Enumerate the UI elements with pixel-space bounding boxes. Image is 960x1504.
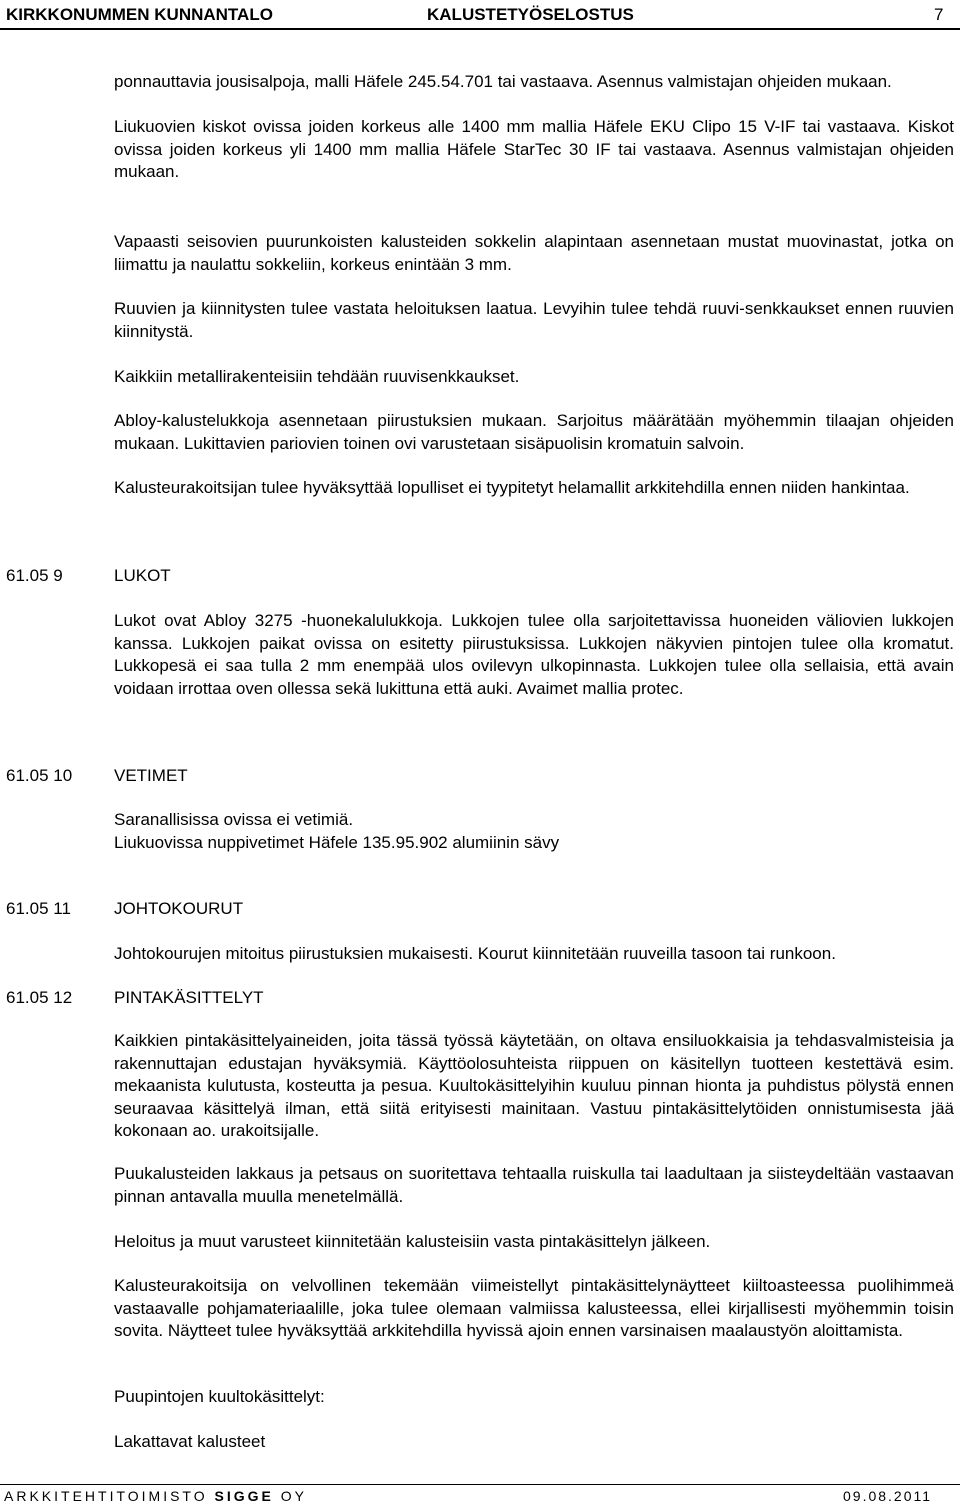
section-title-handles: VETIMET bbox=[114, 766, 188, 785]
section-text-fittings: Heloitus ja muut varusteet kiinnitetään kalusteisiin vasta pintakäsittelyn jälkeen. bbox=[114, 1232, 711, 1251]
page-header bbox=[0, 0, 960, 30]
section-title-cable-ducts: JOHTOKOURUT bbox=[114, 899, 244, 918]
section-number: 61.05 10 bbox=[6, 766, 73, 785]
section-text-stain-heading: Puupintojen kuultokäsittelyt: bbox=[114, 1387, 325, 1406]
section-number: 61.05 11 bbox=[6, 899, 71, 918]
paragraph-abloy-locks: Abloy-kalustelukkoja asennetaan piirustuksien mukaan. Sarjoitus määrätään myöhemmin tilaajan ohjeiden mukaan. Lukittavien pariovien toinen ovi varustetaan sisäpuolisin kromatuin salvoin. bbox=[114, 411, 954, 453]
section-title-locks: LUKOT bbox=[114, 566, 171, 585]
footer-date: 09.08.2011 bbox=[843, 1488, 933, 1504]
header-document-title: KALUSTETYÖSELOSTUS bbox=[427, 5, 634, 24]
section-number: 61.05 9 bbox=[6, 566, 63, 585]
section-text-lacquered-furniture: Lakattavat kalusteet bbox=[114, 1432, 266, 1451]
paragraph-metal-countersink: Kaikkiin metallirakenteisiin tehdään ruuvisenkkaukset. bbox=[114, 367, 520, 386]
footer-office-name: ARKKITEHTITOIMISTO SIGGE OY bbox=[4, 1488, 307, 1504]
paragraph-plinth-studs: Vapaasti seisovien puurunkoisten kalusteiden sokkelin alapintaan asennetaan mustat muovinastat, jotka on liimattu ja naulattu sokkeliin, korkeus enintään 3 mm. bbox=[114, 232, 954, 274]
section-text-handles-hinged: Saranallisissa ovissa ei vetimiä. bbox=[114, 810, 354, 829]
section-number: 61.05 12 bbox=[6, 988, 73, 1007]
section-text-cable-ducts: Johtokourujen mitoitus piirustuksien mukaisesti. Kourut kiinnitetään ruuveilla tasoon tai runkoon. bbox=[114, 944, 836, 963]
page-footer bbox=[0, 1484, 960, 1504]
section-text-lacquering: Puukalusteiden lakkaus ja petsaus on suoritettava tehtaalla ruiskulla tai laadultaan ja siisteydeltään vastaavan pinnan antavalla muulla menetelmällä. bbox=[114, 1164, 954, 1206]
section-text-handles-sliding: Liukuovissa nuppivetimet Häfele 135.95.902 alumiinin sävy bbox=[114, 833, 560, 852]
header-building-name: KIRKKONUMMEN KUNNANTALO bbox=[6, 5, 273, 24]
paragraph-sliding-rails: Liukuovien kiskot ovissa joiden korkeus alle 1400 mm mallia Häfele EKU Clipo 15 V-IF tai vastaava. Kiskot ovissa joiden korkeus yli 1400 mm mallia Häfele StarTec 30 IF tai vastaava. Asennus valmistajan ohjeiden mukaan. bbox=[114, 117, 954, 181]
section-title-surface-treatments: PINTAKÄSITTELYT bbox=[114, 988, 264, 1007]
section-text-locks: Lukot ovat Abloy 3275 -huonekalulukkoja. Lukkojen tulee olla sarjoitettavissa huoneiden väliovien lukkojen kanssa. Lukkojen paikat ovissa on esitetty piirustuksissa. Lukkojen näkyvien pintojen tulee olla kromatut. Lukkopesä ei saa tulla 2 mm enempää ulos ovilevyn ulkopinnasta. Lukkojen tulee olla sellaisia, että avain voidaan irrottaa oven ollessa sekä lukittuna että auki. Avaimet mallia protec. bbox=[114, 611, 954, 698]
paragraph-catches: ponnauttavia jousisalpoja, malli Häfele 245.54.701 tai vastaava. Asennus valmistajan ohjeiden mukaan. bbox=[114, 72, 892, 91]
page-number: 7 bbox=[934, 5, 944, 24]
paragraph-screws: Ruuvien ja kiinnitysten tulee vastata heloituksen laatua. Levyihin tulee tehdä ruuvi-senkkaukset ennen ruuvien kiinnitystä. bbox=[114, 299, 954, 341]
paragraph-hardware-approval: Kalusteurakoitsijan tulee hyväksyttää lopulliset ei tyypitetyt helamallit arkkitehdilla ennen niiden hankintaa. bbox=[114, 478, 910, 497]
section-text-surface-materials: Kaikkien pintakäsittelyaineiden, joita tässä työssä käytetään, on oltava ensiluokkaisia ja tehdasvalmisteisia ja rakennuttajan edustajan hyväksymiä. Käyttöolosuhteista riippuen on käsitellyn tuotteen kestettävä esim. mekaanista kulutusta, kosteutta ja pesua. Kuultokäsittelyihin kuuluu pinnan hionta ja puhdistus pölystä ennen seuraavaa käsittelyä ilman, että siitä erityisesti mainitaan. Vastuu pintakäsittelytöiden onnistumisesta jää kokonaan ao. urakoitsijalle. bbox=[114, 1031, 954, 1140]
section-text-samples: Kalusteurakoitsija on velvollinen tekemään viimeistellyt pintakäsittelynäytteet kiiltoasteessa puolihimmeä vastaavalle pohjamateriaalille, joka tulee olemaan valmiissa kalusteessa, ellei kirjallisesti myöhemmin toisin sovita. Näytteet tulee hyväksyttää arkkitehdilla hyvissä ajoin ennen varsinaisen maalaustyön aloittamista. bbox=[114, 1276, 954, 1340]
